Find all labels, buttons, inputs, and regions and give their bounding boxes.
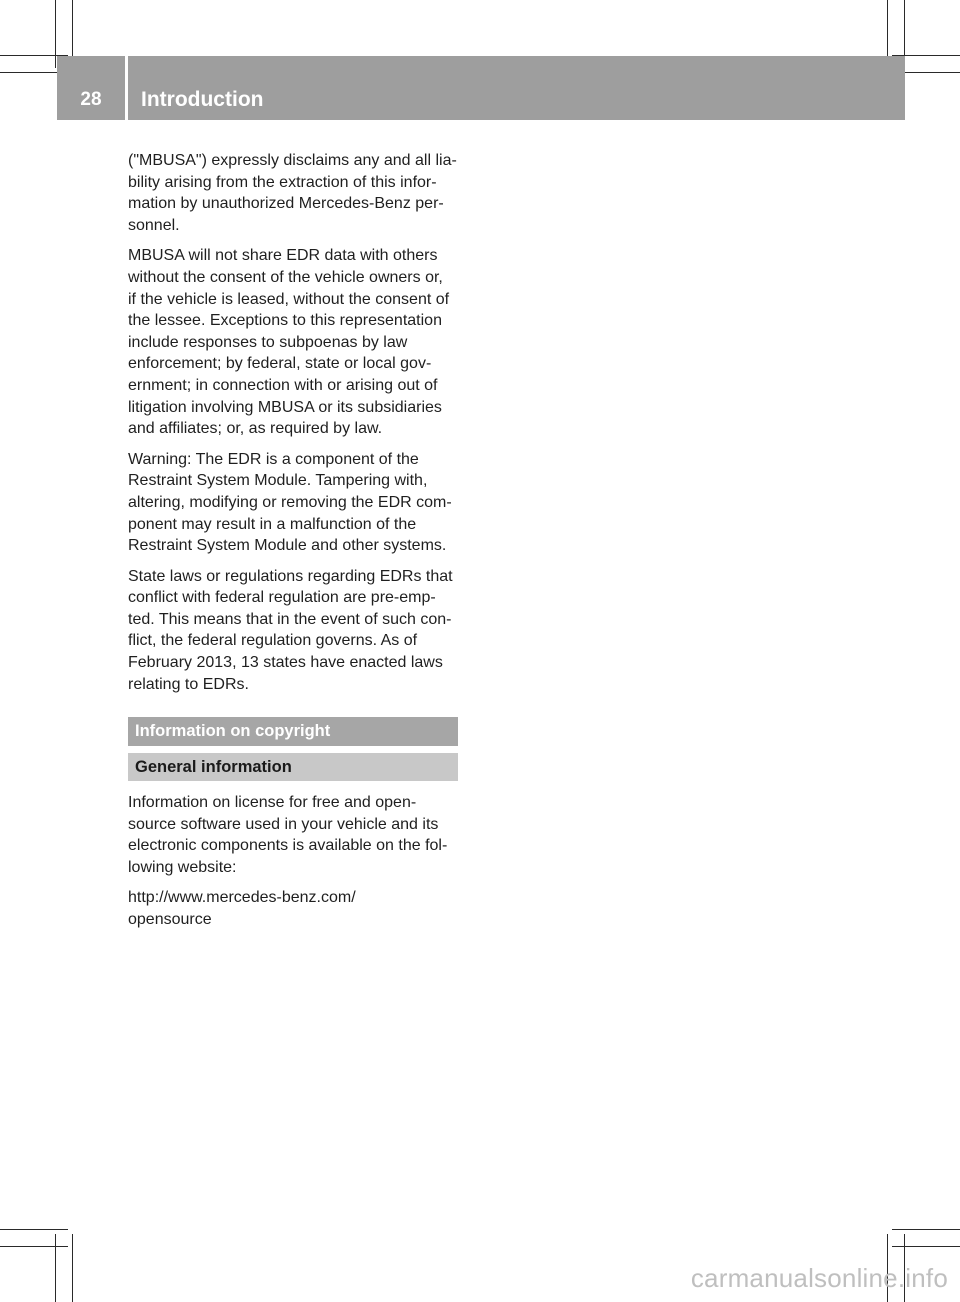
crop-mark — [55, 0, 56, 68]
text-line: ("MBUSA") expressly disclaims any and all lia- — [128, 152, 457, 169]
text-line: ponent may result in a malfunction of the — [128, 515, 417, 533]
paragraph — [128, 150, 460, 236]
crop-mark — [0, 1246, 68, 1247]
header-divider — [125, 56, 128, 120]
text-line: February 2013, 13 states have enacted laws — [128, 654, 443, 672]
text-line: sonnel. — [128, 216, 180, 234]
text-line: MBUSA will not share EDR data with others — [128, 247, 438, 265]
text-line: include responses to subpoenas by law — [128, 333, 408, 351]
text-line: ted. This means that in the event of such con- — [128, 610, 452, 628]
text-line: conflict with federal regulation are pre-emp- — [128, 589, 436, 607]
text-line: Restraint System Module and other systems. — [128, 537, 447, 555]
text-line: mation by unauthorized Mercedes-Benz per- — [128, 195, 444, 213]
crop-mark — [892, 1229, 960, 1230]
crop-mark — [0, 1229, 68, 1230]
chapter-title: Introduction — [141, 88, 264, 111]
section-heading: Information on copyright — [128, 717, 458, 746]
watermark: carmanualsonline.info — [690, 1263, 948, 1293]
text-line: ernment; in connection with or arising out of — [128, 376, 438, 394]
paragraph — [128, 566, 460, 696]
paragraph — [128, 245, 460, 439]
paragraph — [128, 792, 460, 878]
text-line: relating to EDRs. — [128, 675, 249, 693]
url-paragraph — [128, 887, 460, 930]
paragraph — [128, 449, 460, 557]
text-line: electronic components is available on the fol- — [128, 837, 448, 855]
subsection-heading: General information — [128, 753, 458, 781]
section-body — [128, 792, 460, 940]
text-line: bility arising from the extraction of this infor- — [128, 173, 437, 191]
text-line: flict, the federal regulation governs. As of — [128, 632, 418, 650]
text-line: Restraint System Module. Tampering with, — [128, 472, 428, 490]
text-line: without the consent of the vehicle owners or, — [128, 268, 443, 286]
url-line: http://www.mercedes-benz.com/ — [128, 889, 356, 907]
crop-mark — [55, 1234, 56, 1302]
body-column — [128, 150, 460, 704]
text-line: lowing website: — [128, 858, 237, 876]
text-line: altering, modifying or removing the EDR com- — [128, 493, 452, 511]
text-line: source software used in your vehicle and its — [128, 815, 439, 833]
text-line: if the vehicle is leased, without the consent of — [128, 290, 450, 308]
crop-mark — [72, 1234, 73, 1302]
text-line: Information on license for free and open- — [128, 794, 417, 811]
text-line: and affiliates; or, as required by law. — [128, 420, 383, 438]
text-line: State laws or regulations regarding EDRs that — [128, 567, 453, 585]
text-line: the lessee. Exceptions to this representation — [128, 312, 442, 330]
text-line: Warning: The EDR is a component of the — [128, 450, 419, 468]
url-line: opensource — [128, 910, 212, 928]
text-line: litigation involving MBUSA or its subsidiaries — [128, 398, 442, 416]
crop-mark — [892, 1246, 960, 1247]
text-line: enforcement; by federal, state or local gov- — [128, 355, 432, 373]
page-number: 28 — [80, 89, 102, 110]
